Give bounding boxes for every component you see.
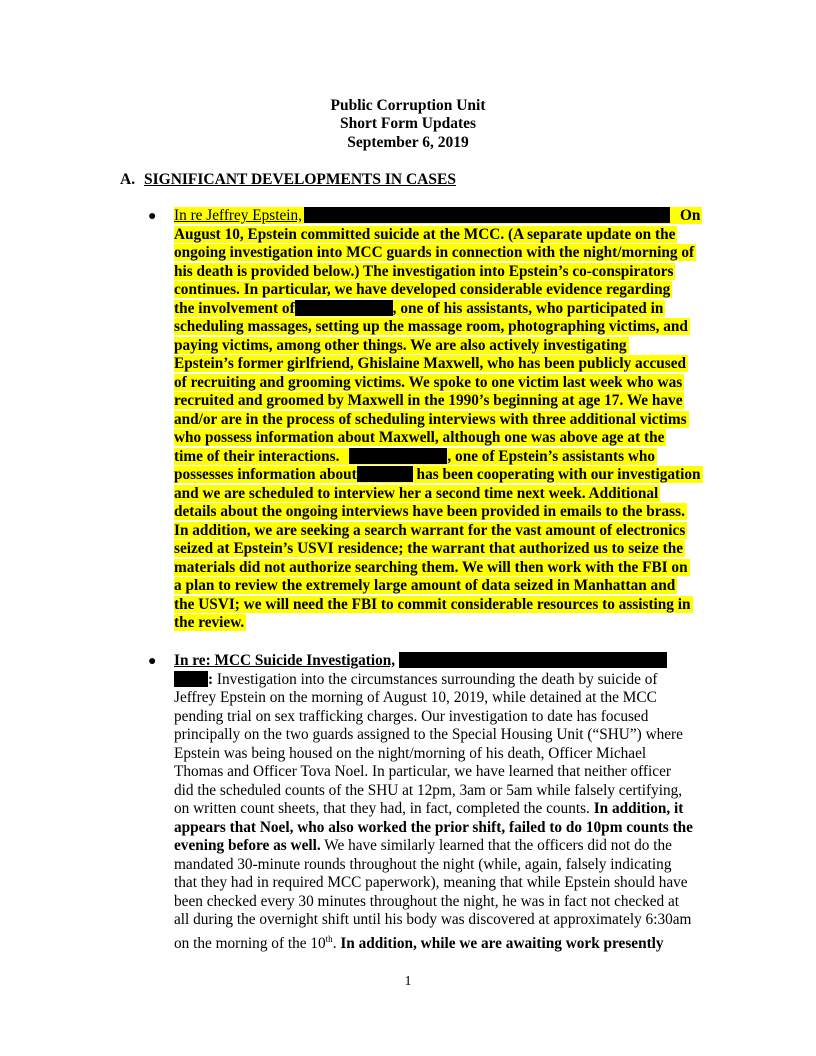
item2-line-5: principally on the two guards assigned to the Special Housing Unit (“SHU”) where: [174, 726, 683, 743]
item2-line-7: Thomas and Officer Tova Noel. In particular, we have learned that neither officer: [174, 763, 671, 780]
item1-line-7: scheduling massages, setting up the massage room, photographing victims, and: [174, 318, 688, 335]
redaction-block: [174, 671, 208, 687]
item2-line-2: : Investigation into the circumstances surrounding the death by suicide of: [174, 671, 657, 689]
item1-line-3: ongoing investigation into MCC guards in connection with the night/morning of: [174, 244, 695, 261]
item2-line-10: appears that Noel, who also worked the prior shift, failed to do 10pm counts the: [174, 818, 693, 836]
item1-line-2: August 10, Epstein committed suicide at the MCC. (A separate update on the: [174, 225, 676, 243]
redaction-block: [399, 652, 539, 668]
section-heading: [120, 171, 456, 189]
item2-line-9: on written count sheets, that they had, in fact, completed the counts. In addition, it: [174, 800, 684, 817]
item1-line-9: Epstein’s former girlfriend, Ghislaine Maxwell, who has been publicly accused: [174, 355, 687, 372]
item1-line-1: In re Jeffrey Epstein, On: [174, 207, 701, 224]
item1-line-19: seized at Epstein’s USVI residence; the warrant that authorized us to seize the: [174, 540, 683, 557]
item1-line-13: who possess information about Maxwell, although one was above age at the: [174, 429, 665, 446]
item1-line-20: materials did not authorize searching them. We will then work with the FBI on: [174, 558, 688, 576]
item1-line-14: time of their interactions. , one of Epstein’s assistants who: [174, 447, 656, 465]
item1-line-17: details about the ongoing interviews have been provided in emails to the brass.: [174, 503, 685, 520]
header-subtitle: Short Form Updates: [339, 115, 477, 132]
redaction-block: [295, 300, 393, 316]
redaction-block: [444, 207, 670, 223]
item2-line-16: on the morning of the 10th. In addition, while we are awaiting work presently: [174, 933, 664, 952]
item1-line-10: of recruiting and grooming victims. We spoke to one victim last week who was: [174, 373, 683, 391]
item1-line-15: possesses information about has been cooperating with our investigation: [174, 466, 701, 483]
item1-lead: In re Jeffrey Epstein,: [174, 207, 302, 224]
redaction-block: [304, 207, 444, 223]
section-letter: A.: [120, 171, 136, 188]
item2-line-1: [174, 652, 667, 670]
header-unit: Public Corruption Unit: [330, 97, 486, 114]
bullet-icon: ●: [148, 209, 157, 224]
item2-line-3: Jeffrey Epstein on the morning of August 10, 2019, while detained at the MCC: [174, 689, 657, 706]
item2-line-4: pending trial on sex trafficking charges. Our investigation to date has focused: [174, 707, 649, 725]
item1-line-23: the review.: [174, 614, 245, 631]
item1-line-12: and/or are in the process of scheduling interviews with three additional victims: [174, 410, 687, 428]
header-date: September 6, 2019: [347, 134, 469, 151]
item1-line-6: the involvement of , one of his assistants, who participated in: [174, 299, 664, 317]
page-number: 1: [404, 974, 412, 989]
item1-line-4: his death is provided below.) The investigation into Epstein’s co-conspirators: [174, 262, 674, 280]
item2-line-11: evening before as well. We have similarly learned that the officers did not do the: [174, 837, 672, 854]
item2-line-15: all during the overnight shift until his body was discovered at approximately 6:30am: [174, 911, 692, 928]
item1-line-11: recruited and groomed by Maxwell in the 1990’s beginning at age 17. We have: [174, 392, 683, 409]
item2-line-14: been checked every 30 minutes throughout the night, he was in fact not checked at: [174, 892, 680, 910]
item1-line-5: continues. In particular, we have developed considerable evidence regarding: [174, 281, 671, 298]
item2-line-8: did the scheduled counts of the SHU at 12pm, 3am or 5am while falsely certifying,: [174, 781, 683, 799]
section-title: SIGNIFICANT DEVELOPMENTS IN CASES: [144, 171, 456, 188]
item1-line-22: the USVI; we will need the FBI to commit considerable resources to assisting in: [174, 595, 691, 613]
item2-line-13: that they had in required MCC paperwork), meaning that while Epstein should have: [174, 874, 688, 891]
item1-line-18: In addition, we are seeking a search warrant for the vast amount of electronics: [174, 521, 686, 539]
item2-line-12: mandated 30-minute rounds throughout the night (while, again, falsely indicating: [174, 855, 672, 873]
item1-line-8: paying victims, among other things. We are also actively investigating: [174, 336, 627, 354]
redaction-block: [539, 652, 667, 668]
item1-line-21: a plan to review the extremely large amount of data seized in Manhattan and: [174, 577, 676, 594]
bullet-icon: ●: [148, 654, 157, 669]
redaction-block: [349, 448, 447, 464]
redaction-block: [357, 466, 413, 482]
item1-line-16: and we are scheduled to interview her a second time next week. Additional: [174, 484, 659, 502]
item2-line-6: Epstein was being housed on the night/morning of his death, Officer Michael: [174, 744, 647, 762]
item2-lead: In re: MCC Suicide Investigation,: [174, 652, 396, 669]
